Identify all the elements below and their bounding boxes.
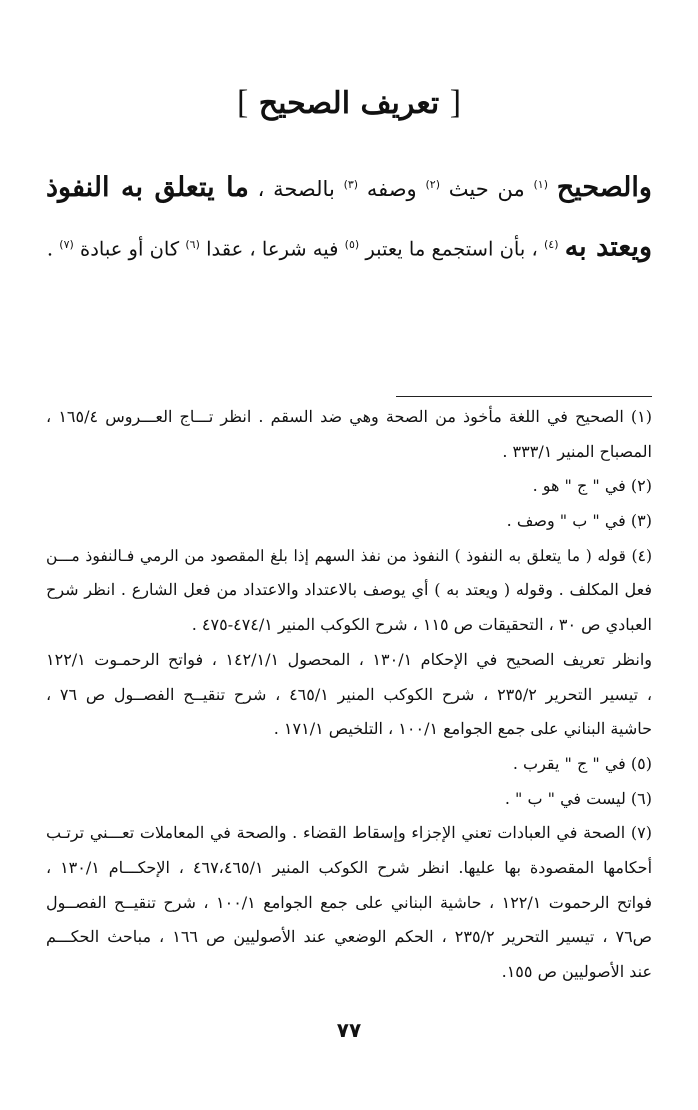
- footnote-ref-5: (٥): [344, 238, 360, 251]
- footnote-line: (٧) الصحة في العبادات تعني الإجزاء وإسقاط القضاء . والصحة في المعاملات تعـــني ترتـب: [46, 823, 652, 843]
- definition-text: من حيث: [448, 177, 525, 201]
- defined-term: والصحيح: [556, 172, 652, 203]
- heading-open-bracket: [: [449, 84, 462, 121]
- definition-text: كان أو عبادة: [80, 237, 180, 261]
- heading-close-bracket: ]: [236, 84, 249, 121]
- footnote-line: أحكامها المقصودة بها عليها. انظر شرح الكوكب المنير ٤٦٧،٤٦٥/١ ، الإحكـــام ١٣٠/١ ،: [46, 857, 652, 877]
- footnote-ref-2: (٢): [425, 178, 440, 191]
- footnote-line: فعل المكلف . وقوله ( ويعتد به ) أي يوصف بالاعتداد والاعتداد من فعل الشارع . انظر شرح: [46, 580, 652, 600]
- footnote-line: (٦) ليست في " ب " .: [504, 788, 652, 808]
- footnotes: [46, 400, 652, 990]
- definition-text: فيه شرعا ، عقدا: [206, 237, 339, 261]
- definition-text: ، بأن استجمع ما يعتبر: [365, 237, 538, 261]
- heading-text: تعريف الصحيح: [258, 86, 440, 121]
- footnote-line: (١) الصحيح في اللغة مأخوذ من الصحة وهي ضد السقم . انظر تـــاج العـــروس ١٦٥/٤ ،: [46, 407, 652, 426]
- footnote-line: العبادي ص ٣٠ ، التحقيقات ص ١١٥ ، شرح الكوكب المنير ٤٧٤/١-٤٧٥ .: [191, 615, 652, 635]
- definition-bold-phrase: ما يتعلق به النفوذ: [46, 172, 249, 203]
- footnote-line: عند الأصوليين ص ١٥٥.: [501, 962, 652, 981]
- definition-end-mark: .: [46, 237, 54, 261]
- footnote-line: ص٧٦ ، تيسير التحرير ٢٣٥/٢ ، الحكم الوضعي عند الأصوليين ص ١٦٦ ، مباحث الحكـــم: [46, 927, 652, 947]
- definition-line-2: [46, 222, 652, 273]
- footnote-ref-7: (٧): [59, 238, 74, 251]
- footnote-line: (٢) في " ج " هو .: [532, 476, 652, 496]
- definition-text: وصفه: [366, 177, 417, 201]
- definition-text: بالصحة ،: [257, 177, 335, 201]
- footnote-line: حاشية البناني على جمع الجوامع ١٠٠/١ ، التلخيص ١٧١/١ .: [273, 719, 652, 739]
- page-number: ٧٧: [336, 1018, 362, 1042]
- footnote-ref-4: (٤): [543, 238, 559, 251]
- definition-line-1: [46, 162, 652, 212]
- footnote-ref-3: (٣): [343, 178, 359, 191]
- footnote-line: (٥) في " ج " يقرب .: [512, 753, 652, 773]
- footnote-line: ، تيسير التحرير ٢٣٥/٢ ، شرح الكوكب المنير ٤٦٥/١ ، شرح تنقيــح الفصــول ص ٧٦ ،: [46, 684, 652, 704]
- footnote-line: فواتح الرحموت ١٢٢/١ ، حاشية البناني على جمع الجوامع ١٠٠/١ ، شرح تنقيــح الفصــول: [46, 892, 652, 912]
- footnote-line: المصباح المنير ٣٣٣/١ .: [502, 441, 652, 461]
- footnote-ref-6: (٦): [185, 238, 200, 251]
- footnote-ref-1: (١): [533, 178, 548, 191]
- footnote-separator: [396, 396, 652, 397]
- section-heading: [0, 78, 698, 129]
- footnote-line: وانظر تعريف الصحيح في الإحكام ١٣٠/١ ، المحصول ١٤٢/١/١ ، فواتح الرحمـوت ١٢٢/١: [46, 649, 652, 669]
- footnote-line: (٤) قوله ( ما يتعلق به النفوذ ) النفوذ من نفذ السهم إذا بلغ المقصود من الرمي فـالنفوذ مـــن: [46, 546, 652, 565]
- definition-bold-phrase: ويعتد به: [564, 231, 652, 263]
- footnote-line: (٣) في " ب " وصف .: [506, 511, 652, 531]
